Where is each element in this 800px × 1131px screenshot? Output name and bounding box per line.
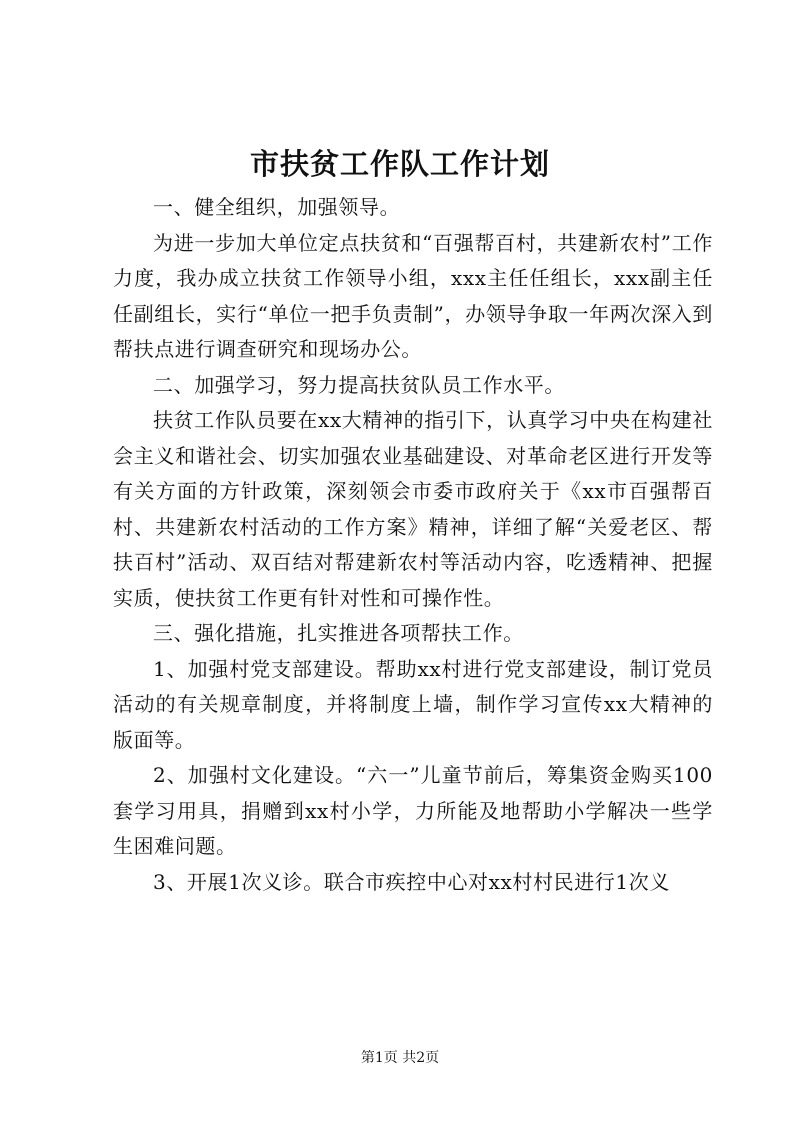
list-item: 1、加强村党支部建设。帮助xx村进行党支部建设，制订党员活动的有关规章制度，并将制度上墙，制作学习宣传xx大精神的版面等。 bbox=[113, 656, 713, 752]
document-title: 市扶贫工作队工作计划 bbox=[249, 147, 550, 181]
section-heading-2: 二、加强学习，努力提高扶贫队员工作水平。 bbox=[153, 372, 565, 397]
section-heading-3: 三、强化措施，扎实推进各项帮扶工作。 bbox=[153, 621, 524, 645]
page-number: 第1页 共2页 bbox=[360, 1050, 440, 1066]
section-heading-1: 一、健全组织，加强领导。 bbox=[153, 195, 401, 219]
paragraph: 为进一步加大单位定点扶贫和“百强帮百村，共建新农村”工作力度，我办成立扶贫工作领导小组，xxx主任任组长，xxx副主任任副组长，实行“单位一把手负责制”，办领导争取一年两次深入到帮扶点进行调查研究和现场办公。 bbox=[113, 230, 713, 361]
list-item: 2、加强村文化建设。“六一”儿童节前后，筹集资金购买100套学习用具，捐赠到xx村小学，力所能及地帮助小学解决一些学生困难问题。 bbox=[113, 763, 713, 858]
list-item: 3、开展1次义诊。联合市疾控中心对xx村村民进行1次义 bbox=[153, 869, 670, 894]
document-body bbox=[113, 190, 713, 900]
paragraph: 扶贫工作队员要在xx大精神的指引下，认真学习中央在构建社会主义和谐社会、切实加强农业基础建设、对革命老区进行开发等有关方面的方针政策，深刻领会市委市政府关于《xx市百强帮百村、共建新农村活动的工作方案》精神，详细了解“关爱老区、帮扶百村”活动、双百结对帮建新农村等活动内容，吃透精神、把握实质，使扶贫工作更有针对性和可操作性。 bbox=[113, 408, 713, 610]
